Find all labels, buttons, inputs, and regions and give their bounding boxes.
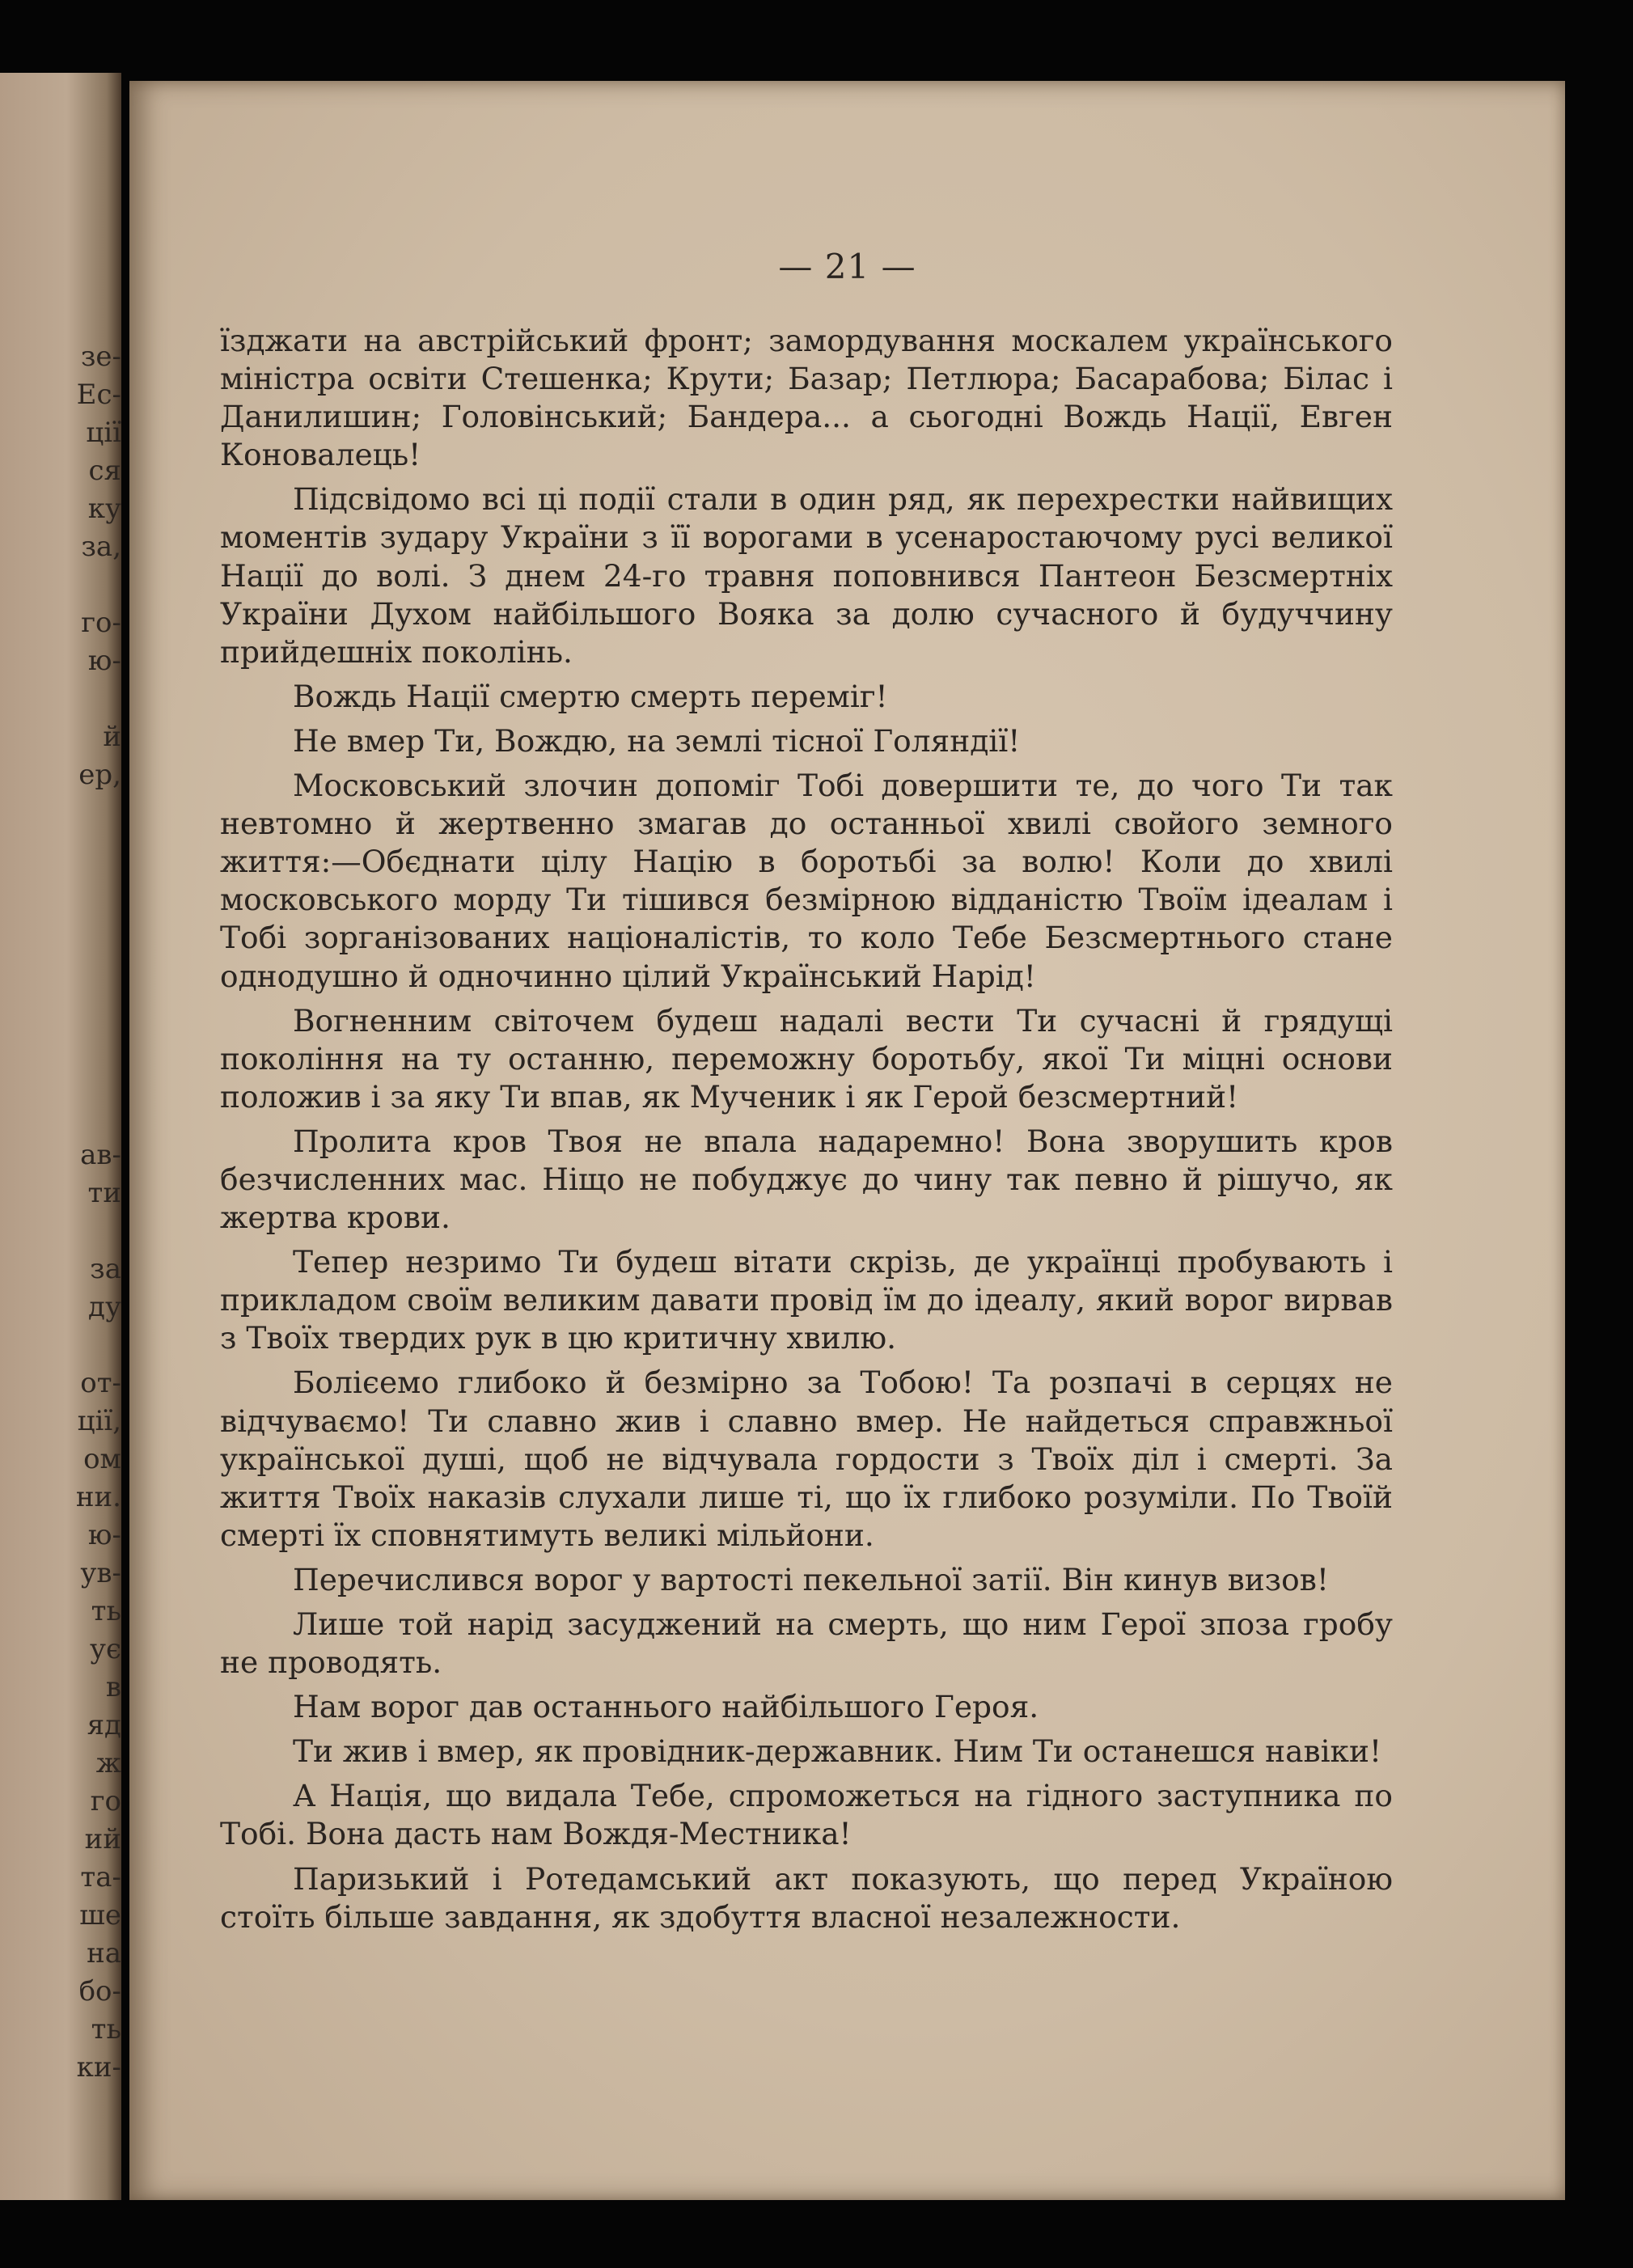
left-page-fragment (0, 680, 121, 718)
left-page-fragment: ю- (87, 1519, 121, 1551)
left-page-fragment: на (87, 1937, 121, 1970)
left-page-fragment: ує (89, 1633, 121, 1665)
left-page-fragment: ся (88, 455, 121, 487)
left-page-fragment: ер, (78, 759, 121, 791)
left-page-fragment (0, 1212, 121, 1250)
left-page-fragment: за, (81, 531, 121, 563)
left-page-fragment (0, 908, 121, 946)
paragraph: Нам ворог дав останнього найбільшого Героя. (293, 1689, 1039, 1725)
left-page-fragment: зе- (80, 341, 121, 373)
paragraph: Тепер незримо Ти будеш вітати скрізь, де українці пробувають і прикладом своїм великим давати провід їм до ідеалу, який ворог вирвав з Твоїх твердих рук в цю критичну хвилю. (220, 1244, 1393, 1356)
left-page-fragment: за (90, 1253, 121, 1285)
left-page-fragment: ю- (87, 645, 121, 677)
left-page-fragment (0, 1098, 121, 1136)
left-page-fragment: ть (91, 2013, 121, 2046)
left-page-fragment: й (103, 721, 121, 753)
paragraph: їзджати на австрійський фронт; замордування москалем українського міністра освіти Стешенка; Крути; Базар; Петлюра; Басарабова; Білас і Данилишин; Головінський; Бандера... а сьогодні Вождь Нації, Евген Коновалець! (220, 323, 1393, 473)
paragraph: Паризький і Ротедамський акт показують, що перед Україною стоїть більше завдання, як здобуття власної незалежности. (220, 1860, 1393, 1935)
page-number: — 21 — (778, 247, 916, 286)
left-page-fragment: ції, (77, 1405, 121, 1437)
left-page-fragment (0, 1060, 121, 1098)
left-page-fragment: та- (80, 1861, 121, 1894)
paragraph: Болієемо глибоко й безмірно за Тобою! Та розпачі в серцях не відчуваємо! Ти славно жив і славно вмер. Не найдеться справжньої української душі, щоб не відчувала гордости з Твоїх діл і смерті. За життя Твоїх наказів слухали лише ті, що їх глибоко розуміли. По Твоїй смерті їх сповнятимуть великі мільйони. (220, 1365, 1393, 1553)
left-page-fragment: го (90, 1785, 121, 1817)
left-page-fragment: ни. (75, 1481, 121, 1513)
left-page-fragment: ду (88, 1291, 121, 1323)
left-page-fragment (0, 870, 121, 908)
left-page-fragment (0, 984, 121, 1022)
left-page-fragment: ки- (76, 2051, 121, 2084)
left-page-fragment (0, 1327, 121, 1365)
left-page-fragment: ав- (80, 1139, 121, 1171)
left-page-fragment: ом (83, 1443, 121, 1475)
left-page-fragment: бо- (78, 1975, 121, 2008)
paragraph: Вождь Нації смертю смерть переміг! (293, 678, 888, 714)
left-page-fragment (0, 946, 121, 984)
paragraph: Вогненним світочем будеш надалі вести Ти сучасні й грядущі покоління на ту останню, переможну боротьбу, якої Ти міцні основи положив і за яку Ти впав, як Мученик і як Герой безсмертний! (220, 1002, 1393, 1115)
left-page-fragment: ий (84, 1823, 121, 1855)
left-page-edge (0, 73, 121, 2200)
book-page (129, 81, 1565, 2200)
paragraph: Лише той нарід засуджений на смерть, що ним Герої зпоза гробу не проводять. (220, 1606, 1393, 1681)
left-page-fragment: от- (80, 1367, 121, 1399)
left-page-fragment: го- (81, 607, 121, 639)
left-page-fragment: ув- (80, 1557, 121, 1589)
paragraph: Не вмер Ти, Вождю, на землі тісної Голяндії! (293, 722, 1021, 759)
left-page-fragment: ти (87, 1177, 121, 1209)
paragraph: Московський злочин допоміг Тобі довершити те, до чого Ти так невтомно й жертвенно змагав до останньої хвилі свойого земного життя:—Обєднати цілу Націю в боротьбі за волю! Коли до хвилі московського морду Ти тішився безмірною відданістю Твоїм ідеалам і Тобі зорганізованих націоналістів, то коло Тебе Безсмертнього стане однодушно й одночинно цілий Український Нарід! (220, 768, 1393, 994)
left-page-text-fragments (0, 338, 121, 2087)
left-page-fragment: ку (87, 493, 121, 525)
paragraph: Пролита кров Твоя не впала надаремно! Вона зворушить кров безчисленних мас. Ніщо не побуджує до чину так певно й рішучо, як жертва крови. (220, 1123, 1393, 1236)
left-page-fragment (0, 794, 121, 832)
left-page-fragment: ть (91, 1595, 121, 1627)
paragraph: А Нація, що видала Тебе, спроможеться на гідного заступника по Тобі. Вона дасть нам Вождя-Местника! (220, 1778, 1393, 1852)
left-page-fragment: в (105, 1671, 121, 1703)
left-page-fragment: ж (95, 1747, 121, 1779)
left-page-fragment (0, 566, 121, 604)
paragraph: Ти жив і вмер, як провідник-державник. Ним Ти останешся навіки! (293, 1733, 1382, 1770)
left-page-fragment (0, 832, 121, 870)
left-page-fragment: ції (86, 417, 121, 449)
paragraph: Перечислився ворог у вартості пекельної затії. Він кинув визов! (293, 1561, 1329, 1597)
left-page-fragment: ше (79, 1899, 121, 1932)
page-body-text (220, 322, 1393, 1936)
paragraph: Підсвідомо всі ці події стали в один ряд, як перехрестки найвищих моментів зудару України з її ворогами в усенаростаючому русі великої Нації до волі. З днем 24-го травня поповнився Пантеон Безсмертніх України Духом найбільшого Вояка за долю сучасного й будуччину прийдешніх поколінь. (220, 481, 1393, 670)
left-page-fragment: Ес- (76, 379, 121, 411)
left-page-fragment (0, 1022, 121, 1060)
left-page-fragment: яд (87, 1709, 121, 1741)
